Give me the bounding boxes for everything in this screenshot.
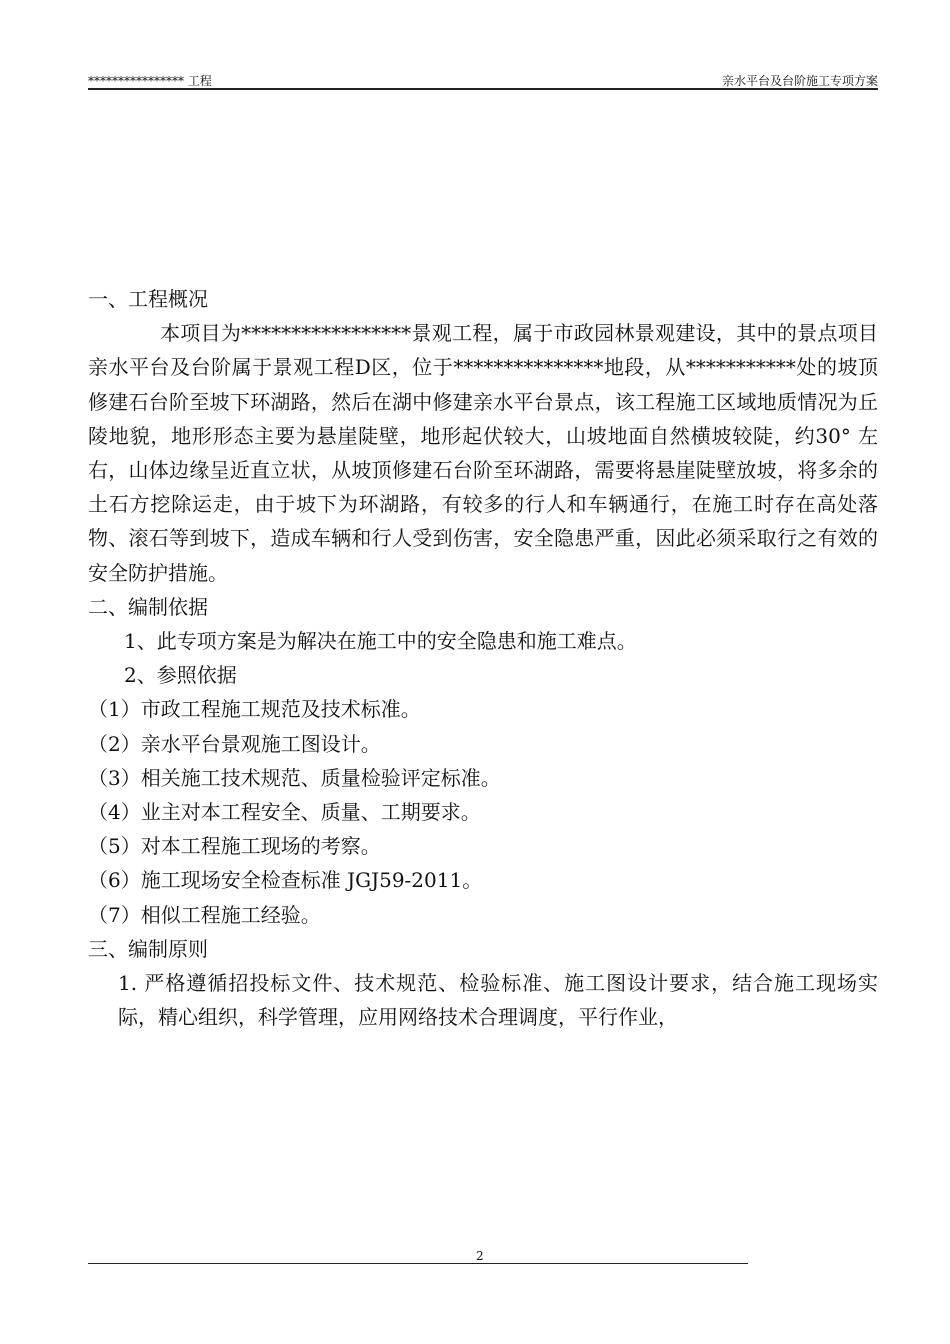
reference-item: （6）施工现场安全检查标准 JGJ59-2011。 — [88, 868, 483, 893]
section-2-heading: 二、编制依据 — [88, 594, 208, 619]
header-project-name: **************** 工程 — [88, 74, 212, 88]
section-1-heading: 一、工程概况 — [88, 287, 208, 311]
reference-item: （1）市政工程施工规范及技术标准。 — [88, 697, 421, 722]
reference-item: （4）业主对本工程安全、质量、工期要求。 — [88, 800, 481, 825]
header-document-title: 亲水平台及台阶施工专项方案 — [721, 74, 878, 88]
section-2-item-2: 2、参照依据 — [124, 663, 237, 688]
reference-item: （2）亲水平台景观施工图设计。 — [88, 731, 381, 756]
reference-item: （3）相关施工技术规范、质量检验评定标准。 — [88, 765, 501, 790]
reference-item: （5）对本工程施工现场的考察。 — [88, 834, 381, 859]
section-3-paragraph: 1. 严格遵循招投标文件、技术规范、检验标准、施工图设计要求，结合施工现场实际，精心组织，科学管理，应用网络技术合理调度，平行作业， — [118, 971, 878, 1030]
page-header — [88, 70, 878, 90]
reference-item: （7）相似工程施工经验。 — [88, 902, 321, 927]
section-2-item-1: 1、此专项方案是为解决在施工中的安全隐患和施工难点。 — [124, 629, 637, 654]
page-number: 2 — [476, 1249, 484, 1263]
document-body — [88, 282, 878, 1034]
section-3-heading: 三、编制原则 — [88, 936, 208, 961]
section-1-paragraph: 本项目为*****************景观工程，属于市政园林景观建设，其中的景点项目亲水平台及台阶属于景观工程D区，位于***************地段，从***********处的坡顶修建石台阶至坡下环湖路，然后在湖中修建亲水平台景点，该工程施工区域地质情况为丘陵地貌，地形形态主要为悬崖陡壁，地形起伏较大，山坡地面自然横坡较陡，约30° 左右，山体边缘呈近直立状，从坡顶修建石台阶至环湖路，需要将悬崖陡壁放坡，将多余的土石方挖除运走，由于坡下为环湖路，有较多的行人和车辆通行，在施工时存在高处落物、滚石等到坡下，造成车辆和行人受到伤害，安全隐患严重，因此必须采取行之有效的安全防护措施。 — [88, 321, 878, 585]
page-footer — [88, 1251, 748, 1264]
